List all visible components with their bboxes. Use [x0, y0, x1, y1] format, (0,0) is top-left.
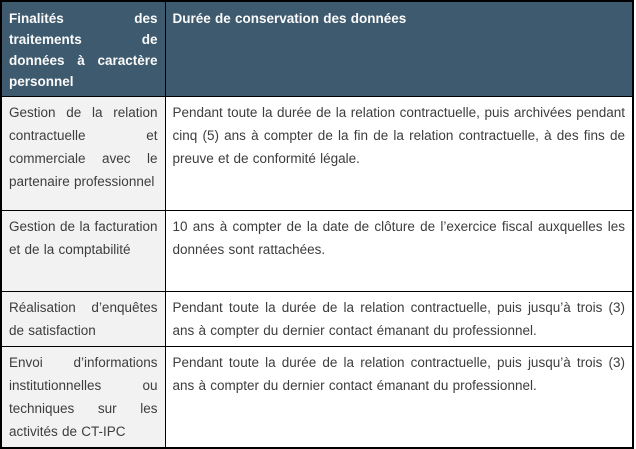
table-header-row — [1, 1, 633, 97]
cell-duration: Pendant toute la durée de la relation contractuelle, puis archivées pendant cinq (5) ans à compter de la fin de la relation contractuelle, à des fins de preuve et de conformité légale. — [165, 97, 633, 211]
table-row — [1, 211, 633, 292]
cell-purpose: Réalisation d’enquêtes de satisfaction — [1, 292, 165, 347]
cell-duration: 10 ans à compter de la date de clôture de l’exercice fiscal auxquelles les données sont rattachées. — [165, 211, 633, 292]
table-row — [1, 97, 633, 211]
cell-purpose: Gestion de la relation contractuelle et commerciale avec le partenaire professionnel — [1, 97, 165, 211]
table-header-purpose: Finalités des traitements de données à caractère personnel — [1, 1, 165, 97]
cell-duration: Pendant toute la durée de la relation contractuelle, puis jusqu’à trois (3) ans à compter du dernier contact émanant du professionnel. — [165, 347, 633, 449]
cell-purpose: Gestion de la facturation et de la comptabilité — [1, 211, 165, 292]
cell-purpose: Envoi d’informations institutionnelles ou techniques sur les activités de CT-IPC — [1, 347, 165, 449]
cell-duration: Pendant toute la durée de la relation contractuelle, puis jusqu’à trois (3) ans à compter du dernier contact émanant du professionnel. — [165, 292, 633, 347]
table-row — [1, 292, 633, 347]
table-header-duration: Durée de conservation des données — [165, 1, 633, 97]
